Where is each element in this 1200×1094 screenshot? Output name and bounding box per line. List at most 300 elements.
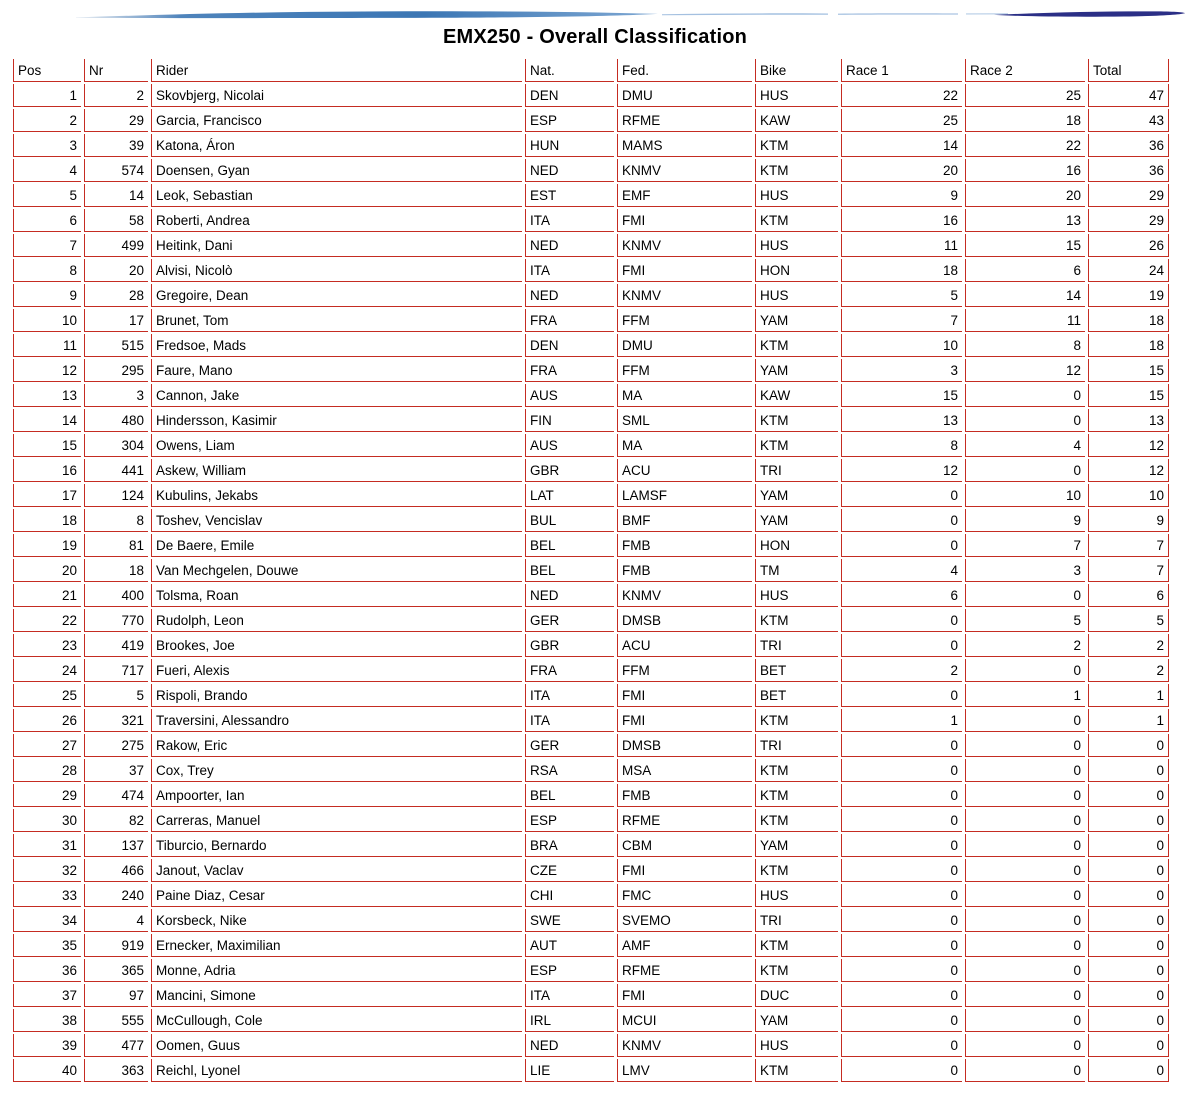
cell-race1: 3 [841, 359, 962, 382]
cell-rider: Doensen, Gyan [151, 159, 522, 182]
cell-total: 18 [1088, 309, 1169, 332]
cell-fed: RFME [617, 959, 752, 982]
cell-rider: Traversini, Alessandro [151, 709, 522, 732]
cell-rider: Rudolph, Leon [151, 609, 522, 632]
cell-pos: 34 [13, 909, 81, 932]
cell-pos: 20 [13, 559, 81, 582]
cell-race1: 0 [841, 859, 962, 882]
cell-nat: ESP [525, 809, 614, 832]
cell-rider: Monne, Adria [151, 959, 522, 982]
cell-pos: 17 [13, 484, 81, 507]
cell-race1: 25 [841, 109, 962, 132]
cell-fed: AMF [617, 934, 752, 957]
cell-total: 0 [1088, 784, 1169, 807]
cell-fed: BMF [617, 509, 752, 532]
cell-fed: ACU [617, 634, 752, 657]
cell-bike: KTM [755, 1059, 838, 1082]
swoosh-mid-stroke [966, 13, 1008, 14]
column-header-rider: Rider [151, 59, 522, 82]
cell-bike: BET [755, 659, 838, 682]
cell-race1: 7 [841, 309, 962, 332]
table-row [13, 134, 1169, 157]
cell-fed: KNMV [617, 584, 752, 607]
cell-race2: 0 [965, 1059, 1085, 1082]
cell-total: 15 [1088, 384, 1169, 407]
cell-nr: 480 [84, 409, 148, 432]
cell-fed: KNMV [617, 159, 752, 182]
cell-fed: FMI [617, 859, 752, 882]
cell-race2: 0 [965, 834, 1085, 857]
cell-bike: HON [755, 534, 838, 557]
cell-bike: YAM [755, 1009, 838, 1032]
cell-fed: FFM [617, 659, 752, 682]
cell-pos: 15 [13, 434, 81, 457]
cell-bike: KTM [755, 334, 838, 357]
cell-fed: MSA [617, 759, 752, 782]
cell-fed: MA [617, 434, 752, 457]
cell-bike: BET [755, 684, 838, 707]
cell-total: 19 [1088, 284, 1169, 307]
cell-nr: 17 [84, 309, 148, 332]
cell-bike: TRI [755, 909, 838, 932]
swoosh-mid-stroke [662, 13, 828, 15]
table-row [13, 634, 1169, 657]
cell-rider: Owens, Liam [151, 434, 522, 457]
cell-nat: GER [525, 609, 614, 632]
cell-pos: 26 [13, 709, 81, 732]
cell-race2: 3 [965, 559, 1085, 582]
swoosh-left-stroke [76, 11, 658, 18]
table-row [13, 384, 1169, 407]
cell-race2: 0 [965, 1034, 1085, 1057]
cell-total: 2 [1088, 634, 1169, 657]
cell-fed: FMI [617, 259, 752, 282]
cell-race2: 0 [965, 934, 1085, 957]
cell-rider: Rakow, Eric [151, 734, 522, 757]
cell-total: 0 [1088, 734, 1169, 757]
cell-total: 36 [1088, 134, 1169, 157]
cell-rider: Fredsoe, Mads [151, 334, 522, 357]
cell-nat: NED [525, 234, 614, 257]
cell-total: 36 [1088, 159, 1169, 182]
cell-race2: 0 [965, 659, 1085, 682]
cell-nr: 363 [84, 1059, 148, 1082]
cell-nr: 97 [84, 984, 148, 1007]
cell-pos: 36 [13, 959, 81, 982]
cell-race2: 16 [965, 159, 1085, 182]
cell-total: 0 [1088, 934, 1169, 957]
cell-race2: 0 [965, 1009, 1085, 1032]
table-row [13, 434, 1169, 457]
table-row [13, 859, 1169, 882]
cell-fed: FMI [617, 984, 752, 1007]
cell-race2: 0 [965, 884, 1085, 907]
cell-nat: FRA [525, 659, 614, 682]
cell-nr: 124 [84, 484, 148, 507]
cell-bike: TRI [755, 734, 838, 757]
cell-total: 1 [1088, 709, 1169, 732]
cell-total: 0 [1088, 834, 1169, 857]
cell-nr: 295 [84, 359, 148, 382]
cell-bike: HUS [755, 1034, 838, 1057]
cell-bike: HON [755, 259, 838, 282]
cell-rider: Brunet, Tom [151, 309, 522, 332]
cell-total: 6 [1088, 584, 1169, 607]
cell-total: 43 [1088, 109, 1169, 132]
cell-race2: 0 [965, 784, 1085, 807]
cell-fed: FMI [617, 209, 752, 232]
cell-race2: 0 [965, 734, 1085, 757]
cell-nr: 555 [84, 1009, 148, 1032]
cell-race1: 22 [841, 84, 962, 107]
cell-fed: KNMV [617, 1034, 752, 1057]
cell-bike: YAM [755, 509, 838, 532]
cell-nat: NED [525, 584, 614, 607]
cell-nr: 474 [84, 784, 148, 807]
column-header-nat: Nat. [525, 59, 614, 82]
cell-total: 10 [1088, 484, 1169, 507]
cell-race1: 0 [841, 909, 962, 932]
cell-race2: 0 [965, 584, 1085, 607]
cell-race2: 0 [965, 909, 1085, 932]
table-row [13, 834, 1169, 857]
cell-race2: 0 [965, 709, 1085, 732]
cell-race2: 1 [965, 684, 1085, 707]
cell-rider: Skovbjerg, Nicolai [151, 84, 522, 107]
cell-bike: HUS [755, 184, 838, 207]
cell-fed: FMC [617, 884, 752, 907]
cell-race1: 0 [841, 484, 962, 507]
cell-nat: ESP [525, 109, 614, 132]
cell-nat: AUS [525, 384, 614, 407]
cell-pos: 3 [13, 134, 81, 157]
cell-nat: BRA [525, 834, 614, 857]
cell-bike: KTM [755, 759, 838, 782]
table-row [13, 784, 1169, 807]
cell-rider: Van Mechgelen, Douwe [151, 559, 522, 582]
table-row [13, 284, 1169, 307]
cell-total: 12 [1088, 459, 1169, 482]
table-row [13, 159, 1169, 182]
swoosh-right-stroke [994, 11, 1185, 16]
cell-bike: HUS [755, 284, 838, 307]
cell-nr: 240 [84, 884, 148, 907]
column-header-pos: Pos [13, 59, 81, 82]
cell-bike: KTM [755, 159, 838, 182]
cell-nat: ITA [525, 259, 614, 282]
cell-race2: 0 [965, 384, 1085, 407]
cell-fed: FFM [617, 359, 752, 382]
cell-nr: 477 [84, 1034, 148, 1057]
cell-race2: 11 [965, 309, 1085, 332]
cell-pos: 37 [13, 984, 81, 1007]
cell-pos: 40 [13, 1059, 81, 1082]
table-row [13, 909, 1169, 932]
column-header-race2: Race 2 [965, 59, 1085, 82]
cell-total: 15 [1088, 359, 1169, 382]
cell-bike: YAM [755, 359, 838, 382]
cell-race1: 0 [841, 509, 962, 532]
cell-fed: FFM [617, 309, 752, 332]
cell-rider: Katona, Áron [151, 134, 522, 157]
cell-nr: 8 [84, 509, 148, 532]
table-row [13, 534, 1169, 557]
table-row [13, 234, 1169, 257]
cell-nat: FRA [525, 359, 614, 382]
cell-bike: HUS [755, 84, 838, 107]
cell-total: 0 [1088, 884, 1169, 907]
header-row [13, 59, 1169, 82]
cell-nr: 4 [84, 909, 148, 932]
cell-race2: 8 [965, 334, 1085, 357]
table-row [13, 809, 1169, 832]
table-row [13, 209, 1169, 232]
cell-fed: FMB [617, 534, 752, 557]
cell-race1: 10 [841, 334, 962, 357]
cell-pos: 11 [13, 334, 81, 357]
cell-nr: 20 [84, 259, 148, 282]
cell-nat: RSA [525, 759, 614, 782]
cell-total: 0 [1088, 809, 1169, 832]
cell-rider: Carreras, Manuel [151, 809, 522, 832]
cell-fed: EMF [617, 184, 752, 207]
cell-total: 0 [1088, 859, 1169, 882]
cell-race1: 4 [841, 559, 962, 582]
cell-pos: 23 [13, 634, 81, 657]
cell-rider: Korsbeck, Nike [151, 909, 522, 932]
cell-race1: 0 [841, 534, 962, 557]
cell-nr: 3 [84, 384, 148, 407]
cell-fed: DMSB [617, 609, 752, 632]
cell-rider: Brookes, Joe [151, 634, 522, 657]
cell-total: 24 [1088, 259, 1169, 282]
cell-rider: Janout, Vaclav [151, 859, 522, 882]
cell-total: 0 [1088, 1034, 1169, 1057]
cell-race2: 15 [965, 234, 1085, 257]
cell-nr: 137 [84, 834, 148, 857]
cell-bike: YAM [755, 309, 838, 332]
cell-race1: 0 [841, 959, 962, 982]
cell-pos: 22 [13, 609, 81, 632]
column-header-total: Total [1088, 59, 1169, 82]
cell-fed: FMI [617, 684, 752, 707]
cell-race1: 0 [841, 609, 962, 632]
cell-rider: Toshev, Vencislav [151, 509, 522, 532]
cell-nat: GBR [525, 459, 614, 482]
table-row [13, 609, 1169, 632]
cell-nr: 919 [84, 934, 148, 957]
cell-rider: Mancini, Simone [151, 984, 522, 1007]
cell-pos: 5 [13, 184, 81, 207]
table-row [13, 409, 1169, 432]
cell-race2: 7 [965, 534, 1085, 557]
cell-total: 7 [1088, 559, 1169, 582]
cell-rider: Cox, Trey [151, 759, 522, 782]
cell-nat: ITA [525, 709, 614, 732]
table-row [13, 109, 1169, 132]
cell-fed: DMU [617, 334, 752, 357]
cell-pos: 12 [13, 359, 81, 382]
table-row [13, 1059, 1169, 1082]
cell-pos: 16 [13, 459, 81, 482]
cell-race1: 12 [841, 459, 962, 482]
cell-race2: 0 [965, 409, 1085, 432]
cell-fed: RFME [617, 809, 752, 832]
cell-nat: FRA [525, 309, 614, 332]
cell-race1: 0 [841, 784, 962, 807]
cell-race2: 0 [965, 809, 1085, 832]
cell-fed: DMSB [617, 734, 752, 757]
cell-fed: LMV [617, 1059, 752, 1082]
cell-pos: 27 [13, 734, 81, 757]
cell-pos: 18 [13, 509, 81, 532]
cell-nr: 29 [84, 109, 148, 132]
cell-race1: 1 [841, 709, 962, 732]
cell-bike: KTM [755, 409, 838, 432]
table-row [13, 684, 1169, 707]
cell-rider: Gregoire, Dean [151, 284, 522, 307]
cell-rider: Rispoli, Brando [151, 684, 522, 707]
cell-nat: NED [525, 1034, 614, 1057]
table-row [13, 459, 1169, 482]
table-row [13, 984, 1169, 1007]
cell-race1: 0 [841, 634, 962, 657]
cell-race2: 0 [965, 859, 1085, 882]
cell-race2: 18 [965, 109, 1085, 132]
cell-pos: 7 [13, 234, 81, 257]
cell-nat: NED [525, 284, 614, 307]
cell-total: 29 [1088, 209, 1169, 232]
cell-pos: 1 [13, 84, 81, 107]
cell-pos: 25 [13, 684, 81, 707]
cell-fed: FMB [617, 559, 752, 582]
cell-pos: 29 [13, 784, 81, 807]
cell-race2: 6 [965, 259, 1085, 282]
cell-race1: 0 [841, 809, 962, 832]
cell-race1: 0 [841, 984, 962, 1007]
cell-nr: 321 [84, 709, 148, 732]
cell-nr: 18 [84, 559, 148, 582]
cell-nr: 515 [84, 334, 148, 357]
cell-fed: SML [617, 409, 752, 432]
cell-nr: 82 [84, 809, 148, 832]
table-row [13, 184, 1169, 207]
cell-total: 26 [1088, 234, 1169, 257]
cell-race2: 22 [965, 134, 1085, 157]
cell-total: 13 [1088, 409, 1169, 432]
cell-race2: 9 [965, 509, 1085, 532]
cell-race2: 13 [965, 209, 1085, 232]
cell-race1: 9 [841, 184, 962, 207]
table-row [13, 509, 1169, 532]
cell-rider: Fueri, Alexis [151, 659, 522, 682]
cell-bike: TRI [755, 459, 838, 482]
cell-pos: 6 [13, 209, 81, 232]
cell-bike: KAW [755, 109, 838, 132]
table-row [13, 934, 1169, 957]
cell-pos: 39 [13, 1034, 81, 1057]
cell-race2: 20 [965, 184, 1085, 207]
cell-race1: 0 [841, 759, 962, 782]
page-title: EMX250 - Overall Classification [442, 26, 748, 48]
cell-pos: 28 [13, 759, 81, 782]
cell-race1: 2 [841, 659, 962, 682]
cell-pos: 8 [13, 259, 81, 282]
cell-nr: 441 [84, 459, 148, 482]
cell-pos: 33 [13, 884, 81, 907]
cell-total: 0 [1088, 959, 1169, 982]
cell-rider: Alvisi, Nicolò [151, 259, 522, 282]
cell-nat: BEL [525, 559, 614, 582]
cell-pos: 13 [13, 384, 81, 407]
cell-total: 0 [1088, 984, 1169, 1007]
table-row [13, 884, 1169, 907]
cell-bike: KAW [755, 384, 838, 407]
cell-nat: ITA [525, 684, 614, 707]
cell-total: 1 [1088, 684, 1169, 707]
cell-total: 9 [1088, 509, 1169, 532]
cell-nr: 304 [84, 434, 148, 457]
cell-rider: Kubulins, Jekabs [151, 484, 522, 507]
cell-nr: 770 [84, 609, 148, 632]
cell-race1: 0 [841, 684, 962, 707]
cell-rider: Ernecker, Maximilian [151, 934, 522, 957]
cell-fed: ACU [617, 459, 752, 482]
cell-pos: 4 [13, 159, 81, 182]
table-row [13, 559, 1169, 582]
cell-nr: 499 [84, 234, 148, 257]
table-row [13, 484, 1169, 507]
cell-bike: KTM [755, 809, 838, 832]
cell-nr: 39 [84, 134, 148, 157]
cell-race1: 18 [841, 259, 962, 282]
cell-nat: AUT [525, 934, 614, 957]
cell-race1: 16 [841, 209, 962, 232]
cell-rider: De Baere, Emile [151, 534, 522, 557]
cell-nat: LIE [525, 1059, 614, 1082]
cell-nr: 574 [84, 159, 148, 182]
cell-fed: KNMV [617, 284, 752, 307]
cell-nr: 5 [84, 684, 148, 707]
cell-pos: 2 [13, 109, 81, 132]
cell-nr: 419 [84, 634, 148, 657]
cell-bike: YAM [755, 484, 838, 507]
cell-nat: IRL [525, 1009, 614, 1032]
cell-total: 29 [1088, 184, 1169, 207]
cell-pos: 32 [13, 859, 81, 882]
cell-race2: 10 [965, 484, 1085, 507]
cell-rider: Oomen, Guus [151, 1034, 522, 1057]
cell-total: 0 [1088, 1059, 1169, 1082]
cell-race2: 5 [965, 609, 1085, 632]
cell-nat: DEN [525, 84, 614, 107]
cell-fed: SVEMO [617, 909, 752, 932]
cell-nat: CHI [525, 884, 614, 907]
cell-race2: 0 [965, 459, 1085, 482]
cell-total: 0 [1088, 759, 1169, 782]
cell-nr: 365 [84, 959, 148, 982]
cell-race1: 0 [841, 1034, 962, 1057]
cell-nat: GER [525, 734, 614, 757]
cell-bike: KTM [755, 134, 838, 157]
cell-rider: Leok, Sebastian [151, 184, 522, 207]
cell-total: 7 [1088, 534, 1169, 557]
cell-fed: RFME [617, 109, 752, 132]
cell-race1: 0 [841, 934, 962, 957]
cell-pos: 14 [13, 409, 81, 432]
cell-bike: HUS [755, 234, 838, 257]
cell-race1: 0 [841, 884, 962, 907]
